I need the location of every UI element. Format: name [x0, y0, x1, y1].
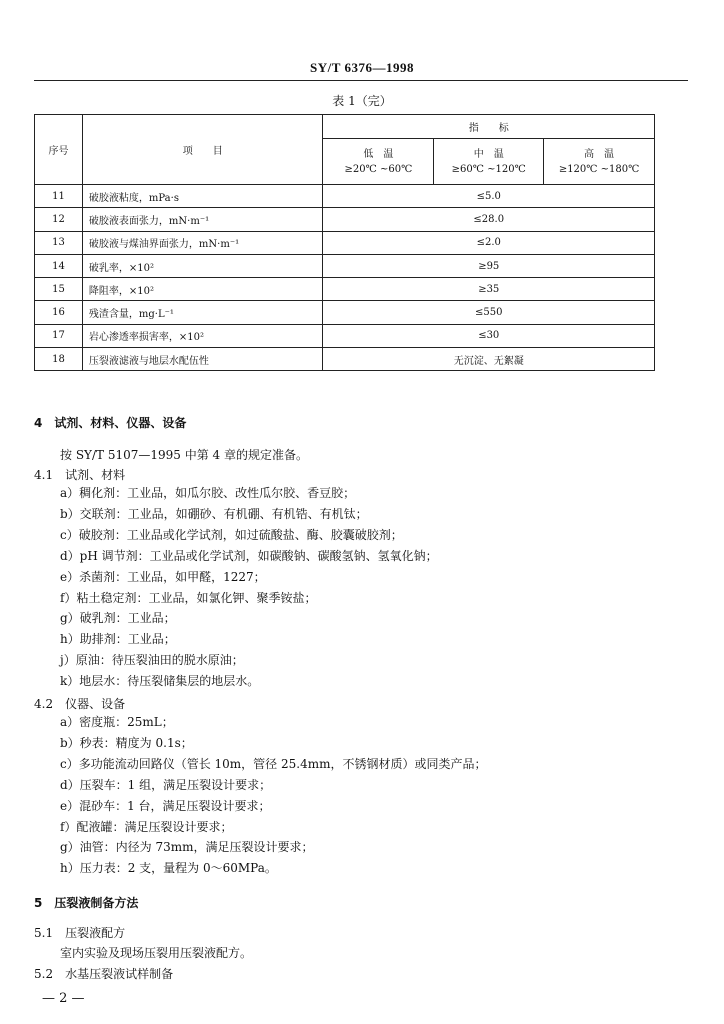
- reagent-list: [60, 483, 438, 692]
- list-item: j）原油：待压裂油田的脱水原油；: [60, 653, 244, 668]
- spec-table: [34, 114, 655, 371]
- row-no: 11: [35, 185, 83, 208]
- list-item: d）压裂车：1 组，满足压裂设计要求；: [60, 777, 272, 792]
- list-item: f）配液罐：满足压裂设计要求；: [60, 819, 233, 834]
- row-item: 残渣含量，mg·L⁻¹: [82, 301, 323, 324]
- row-no: 14: [35, 254, 83, 277]
- list-item: c）破胶剂：工业品或化学试剂，如过硫酸盐、酶、胶囊破胶剂；: [60, 527, 403, 542]
- row-value: ≤28.0: [323, 208, 655, 231]
- table-row: [35, 254, 655, 277]
- row-value: ≤5.0: [323, 185, 655, 208]
- row-item: 岩心渗透率损害率，×10²: [82, 324, 323, 347]
- list-item: f）粘土稳定剂：工业品，如氯化钾、聚季铵盐；: [60, 590, 317, 605]
- header-rule: [34, 80, 688, 81]
- page-number: — 2 —: [42, 991, 85, 1006]
- row-item: 降阻率，×10²: [82, 278, 323, 301]
- list-item: c）多功能流动回路仪（管长 10m，管径 25.4mm，不锈钢材质）或同类产品；: [60, 756, 487, 771]
- row-no: 18: [35, 348, 83, 371]
- row-no: 12: [35, 208, 83, 231]
- section-4-2-heading: 4.2 仪器、设备: [34, 697, 126, 711]
- list-item: e）杀菌剂：工业品，如甲醛，1227；: [60, 569, 266, 584]
- row-value: ≤550: [323, 301, 655, 324]
- col-index-header: 指 标: [323, 115, 655, 139]
- table-row: [35, 348, 655, 371]
- standard-code: SY/T 6376—1998: [310, 60, 414, 75]
- section-4-1-heading: 4.1 试剂、材料: [34, 468, 126, 482]
- list-item: g）破乳剂：工业品；: [60, 611, 176, 626]
- row-value: ≥35: [323, 278, 655, 301]
- section-5-1-heading: 5.1 压裂液配方: [34, 926, 126, 940]
- list-item: b）交联剂：工业品，如硼砂、有机硼、有机锆、有机钛；: [60, 506, 368, 521]
- section-5-2-heading: 5.2 水基压裂液试样制备: [34, 967, 174, 981]
- table-row: [35, 185, 655, 208]
- row-item: 破胶液与煤油界面张力，mN·m⁻¹: [82, 231, 323, 254]
- row-item: 压裂液滤液与地层水配伍性: [82, 348, 323, 371]
- row-no: 15: [35, 278, 83, 301]
- row-item: 破胶液表面张力，mN·m⁻¹: [82, 208, 323, 231]
- list-item: a）密度瓶：25mL；: [60, 715, 174, 729]
- subcol-low-temp: 低 温 ≥20℃ ~60℃: [323, 139, 434, 185]
- table-row: [35, 208, 655, 231]
- col-no-header: 序号: [35, 115, 83, 185]
- list-item: d）pH 调节剂：工业品或化学试剂，如碳酸钠、碳酸氢钠、氢氧化钠；: [60, 548, 438, 563]
- row-value: 无沉淀、无絮凝: [323, 348, 655, 371]
- equipment-list: [60, 712, 486, 879]
- section-5-1-text: 室内实验及现场压裂用压裂液配方。: [60, 946, 253, 960]
- row-item: 破乳率，×10²: [82, 254, 323, 277]
- row-value: ≤2.0: [323, 231, 655, 254]
- list-item: h）压力表：2 支，量程为 0～60MPa。: [60, 861, 277, 876]
- row-no: 17: [35, 324, 83, 347]
- table-row: [35, 231, 655, 254]
- subcol-high-temp: 高 温 ≥120℃ ~180℃: [544, 139, 655, 185]
- row-no: 13: [35, 231, 83, 254]
- table-row: [35, 324, 655, 347]
- table-header-row: [35, 115, 655, 139]
- row-no: 16: [35, 301, 83, 324]
- subcol-mid-temp: 中 温 ≥60℃ ~120℃: [434, 139, 544, 185]
- row-value: ≥95: [323, 254, 655, 277]
- list-item: e）混砂车：1 台，满足压裂设计要求；: [60, 798, 271, 813]
- list-item: b）秒表：精度为 0.1s；: [60, 735, 193, 750]
- section-5-heading: 5 压裂液制备方法: [34, 896, 139, 910]
- section-4-intro: 按 SY/T 5107—1995 中第 4 章的规定准备。: [60, 448, 308, 462]
- row-item: 破胶液粘度，mPa·s: [82, 185, 323, 208]
- section-4-heading: 4 试剂、材料、仪器、设备: [34, 416, 187, 430]
- list-item: k）地层水：待压裂储集层的地层水。: [60, 674, 260, 689]
- table-title: 表 1（完）: [332, 94, 392, 108]
- row-value: ≤30: [323, 324, 655, 347]
- list-item: g）油管：内径为 73mm，满足压裂设计要求；: [60, 840, 314, 855]
- list-item: h）助排剂：工业品；: [60, 632, 176, 647]
- col-item-header: 项 目: [82, 115, 323, 185]
- table-row: [35, 301, 655, 324]
- list-item: a）稠化剂：工业品，如瓜尔胶、改性瓜尔胶、香豆胶；: [60, 486, 356, 500]
- table-row: [35, 278, 655, 301]
